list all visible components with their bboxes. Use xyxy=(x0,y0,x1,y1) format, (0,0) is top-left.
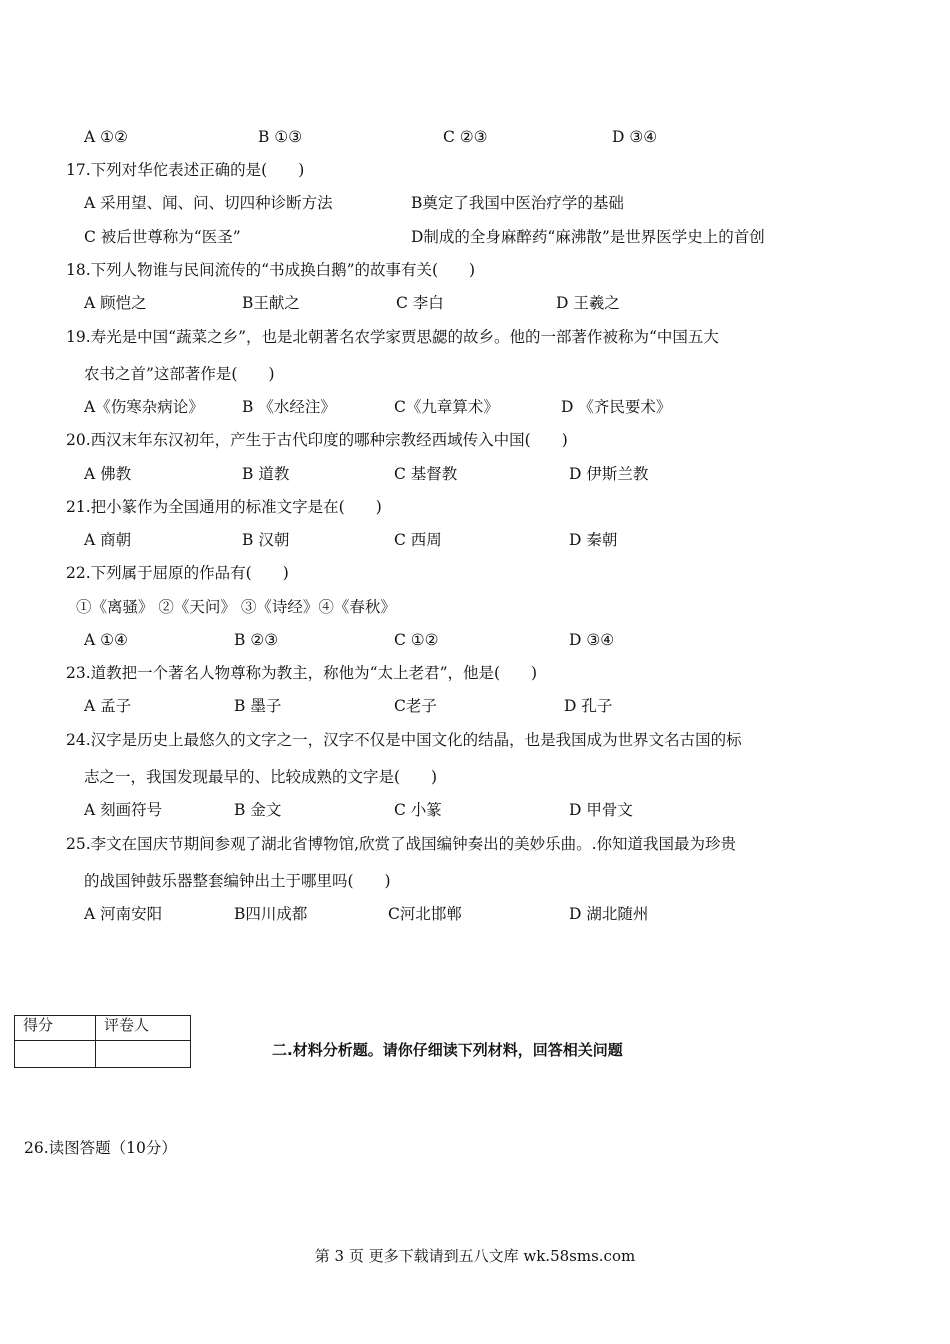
q21-option-b: B 汉朝 xyxy=(242,531,290,549)
q16-option-b: B ①③ xyxy=(258,128,303,146)
q20-option-a: A 佛教 xyxy=(84,465,132,483)
q19-option-d: D 《齐民要术》 xyxy=(561,398,672,416)
q23-stem: 23.道教把一个著名人物尊称为教主，称他为“太上老君”，他是( ) xyxy=(66,664,538,682)
q23-option-c: C老子 xyxy=(394,697,437,715)
q22-stem: 22.下列属于屈原的作品有( ) xyxy=(66,564,289,582)
q20-stem: 20.西汉末年东汉初年，产生于古代印度的哪种宗教经西域传入中国( ) xyxy=(66,431,568,449)
q20-option-b: B 道教 xyxy=(242,465,290,483)
q24-stem-line1: 24.汉字是历史上最悠久的文字之一，汉字不仅是中国文化的结晶，也是我国成为世界文名古国的标 xyxy=(66,731,742,749)
q22-items: ①《离骚》 ②《天问》 ③《诗经》④《春秋》 xyxy=(76,598,396,616)
q21-stem: 21.把小篆作为全国通用的标准文字是在( ) xyxy=(66,498,382,516)
q21-option-c: C 西周 xyxy=(394,531,442,549)
q23-option-d: D 孔子 xyxy=(564,697,613,715)
q17-option-c: C 被后世尊称为“医圣” xyxy=(84,228,241,246)
q19-option-a: A《伤寒杂病论》 xyxy=(84,398,204,416)
score-table xyxy=(14,1015,191,1068)
q22-option-b: B ②③ xyxy=(234,631,279,649)
score-cell xyxy=(15,1041,96,1068)
q17-option-b: B奠定了我国中医治疗学的基础 xyxy=(411,194,624,212)
q16-option-c: C ②③ xyxy=(443,128,488,146)
q22-option-d: D ③④ xyxy=(569,631,615,649)
q21-option-d: D 秦朝 xyxy=(569,531,618,549)
q18-stem: 18.下列人物谁与民间流传的“书成换白鹅”的故事有关( ) xyxy=(66,261,476,279)
q26-stem: 26.读图答题（10分） xyxy=(24,1139,177,1157)
q19-option-b: B 《水经注》 xyxy=(242,398,336,416)
score-header: 得分 xyxy=(15,1016,96,1041)
grader-cell xyxy=(96,1041,191,1068)
q16-option-a: A ①② xyxy=(84,128,128,146)
q18-option-d: D 王羲之 xyxy=(556,294,620,312)
q20-option-c: C 基督教 xyxy=(394,465,458,483)
page-footer: 第 3 页 更多下载请到五八文库 wk.58sms.com xyxy=(314,1247,636,1265)
q22-option-a: A ①④ xyxy=(84,631,128,649)
q25-option-b: B四川成都 xyxy=(234,905,308,923)
q19-option-c: C《九章算术》 xyxy=(394,398,499,416)
q18-option-a: A 顾恺之 xyxy=(84,294,147,312)
q19-stem-line1: 19.寿光是中国“蔬菜之乡”，也是北朝著名农学家贾思勰的故乡。他的一部著作被称为“中国五大 xyxy=(66,328,719,346)
q17-stem: 17.下列对华佗表述正确的是( ) xyxy=(66,161,305,179)
q25-stem-line1: 25.李文在国庆节期间参观了湖北省博物馆,欣赏了战国编钟奏出的美妙乐曲。.你知道我国最为珍贵 xyxy=(66,835,737,853)
q17-option-a: A 采用望、闻、问、切四种诊断方法 xyxy=(84,194,333,212)
q24-stem-line2: 志之一，我国发现最早的、比较成熟的文字是( ) xyxy=(84,768,438,786)
q20-option-d: D 伊斯兰教 xyxy=(569,465,649,483)
q18-option-b: B王献之 xyxy=(242,294,300,312)
q25-option-d: D 湖北随州 xyxy=(569,905,649,923)
q24-option-b: B 金文 xyxy=(234,801,282,819)
section2-title: 二.材料分析题。请你仔细读下列材料，回答相关问题 xyxy=(272,1041,623,1059)
q21-option-a: A 商朝 xyxy=(84,531,132,549)
q17-option-d: D制成的全身麻醉药“麻沸散”是世界医学史上的首创 xyxy=(411,228,765,246)
q23-option-b: B 墨子 xyxy=(234,697,282,715)
q16-option-d: D ③④ xyxy=(612,128,658,146)
q25-option-a: A 河南安阳 xyxy=(84,905,163,923)
q22-option-c: C ①② xyxy=(394,631,439,649)
q25-stem-line2: 的战国钟鼓乐器整套编钟出土于哪里吗( ) xyxy=(84,872,391,890)
q24-option-d: D 甲骨文 xyxy=(569,801,633,819)
q25-option-c: C河北邯郸 xyxy=(388,905,462,923)
q19-stem-line2: 农书之首”这部著作是( ) xyxy=(84,365,275,383)
q24-option-a: A 刻画符号 xyxy=(84,801,163,819)
q24-option-c: C 小篆 xyxy=(394,801,442,819)
q23-option-a: A 孟子 xyxy=(84,697,132,715)
q18-option-c: C 李白 xyxy=(396,294,444,312)
grader-header: 评卷人 xyxy=(96,1016,191,1041)
